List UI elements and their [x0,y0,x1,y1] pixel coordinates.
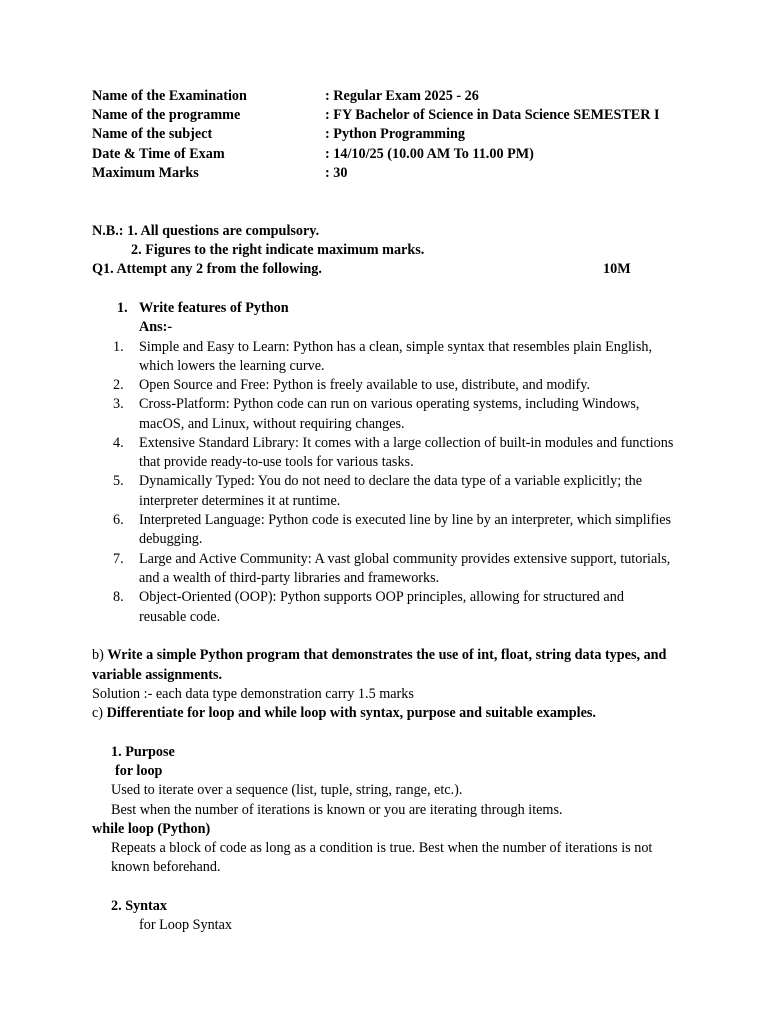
list-item-text-continued: debugging. [139,531,203,547]
list-item-number: 5. [113,473,124,489]
part-a-ans-label: Ans:- [139,319,173,335]
list-item-number: 2. [113,377,124,393]
part-b-question-line-1: Write a simple Python program that demonstrates the use of int, float, string data types, and [107,647,667,663]
part-b-prefix: b) [92,647,104,663]
header-value-date-time: : 14/10/25 (10.00 AM To 11.00 PM) [325,146,534,162]
for-loop-description-2: Best when the number of iterations is known or you are iterating through items. [111,802,563,818]
list-item-text-continued: which lowers the learning curve. [139,358,325,374]
header-label-subject: Name of the subject [92,126,213,142]
list-item-text-continued: interpreter determines it at runtime. [139,493,341,509]
list-item-text: Cross-Platform: Python code can run on various operating systems, including Windows, [139,396,640,412]
part-c-question [92,704,596,723]
list-item-text: Interpreted Language: Python code is executed line by line by an interpreter, which simplifies [139,512,672,528]
header-label-date-time: Date & Time of Exam [92,146,225,162]
list-item-text: Large and Active Community: A vast global community provides extensive support, tutorials, [139,551,671,567]
list-item-text: Dynamically Typed: You do not need to declare the data type of a variable explicitly; the [139,473,643,489]
syntax-heading: 2. Syntax [111,898,167,914]
list-item-text-continued: and a wealth of third-party libraries and frameworks. [139,570,440,586]
part-b-question [92,646,666,665]
while-loop-heading: while loop (Python) [92,821,211,837]
nb-line-2: 2. Figures to the right indicate maximum marks. [131,242,425,258]
list-item-text-continued: macOS, and Linux, without requiring changes. [139,416,405,432]
header-label-examination: Name of the Examination [92,88,247,104]
list-item-text: Open Source and Free: Python is freely available to use, distribute, and modify. [139,377,590,393]
for-loop-description-1: Used to iterate over a sequence (list, tuple, string, range, etc.). [111,782,463,798]
list-item-number: 8. [113,589,124,605]
list-item-text: Extensive Standard Library: It comes with a large collection of built-in modules and functions [139,435,674,451]
part-a-number: 1. [117,300,128,316]
for-loop-heading: for loop [115,763,163,779]
part-b-solution: Solution :- each data type demonstration carry 1.5 marks [92,686,414,702]
part-c-question-text: Differentiate for loop and while loop with syntax, purpose and suitable examples. [106,705,596,721]
header-value-examination: : Regular Exam 2025 - 26 [325,88,479,104]
list-item-number: 1. [113,339,124,355]
part-c-prefix: c) [92,705,104,721]
list-item-number: 6. [113,512,124,528]
list-item-text-continued: that provide ready-to-use tools for various tasks. [139,454,414,470]
header-value-programme: : FY Bachelor of Science in Data Science SEMESTER I [325,107,660,123]
list-item-text: Object-Oriented (OOP): Python supports OOP principles, allowing for structured and [139,589,624,605]
list-item-number: 7. [113,551,124,567]
nb-line-1: N.B.: 1. All questions are compulsory. [92,223,320,239]
for-loop-syntax-label: for Loop Syntax [139,917,232,933]
part-b-question-line-2: variable assignments. [92,667,223,683]
header-value-max-marks: : 30 [325,165,348,181]
list-item-number: 3. [113,396,124,412]
list-item-number: 4. [113,435,124,451]
q1-marks: 10M [603,261,631,277]
list-item-text-continued: reusable code. [139,609,221,625]
header-label-max-marks: Maximum Marks [92,165,199,181]
part-a-title: Write features of Python [139,300,289,316]
header-value-subject: : Python Programming [325,126,466,142]
purpose-heading: 1. Purpose [111,744,175,760]
list-item-text: Simple and Easy to Learn: Python has a clean, simple syntax that resembles plain English, [139,339,653,355]
while-loop-description-2: known beforehand. [111,859,221,875]
q1-title: Q1. Attempt any 2 from the following. [92,261,322,277]
header-label-programme: Name of the programme [92,107,241,123]
while-loop-description-1: Repeats a block of code as long as a condition is true. Best when the number of iterations is not [111,840,653,856]
